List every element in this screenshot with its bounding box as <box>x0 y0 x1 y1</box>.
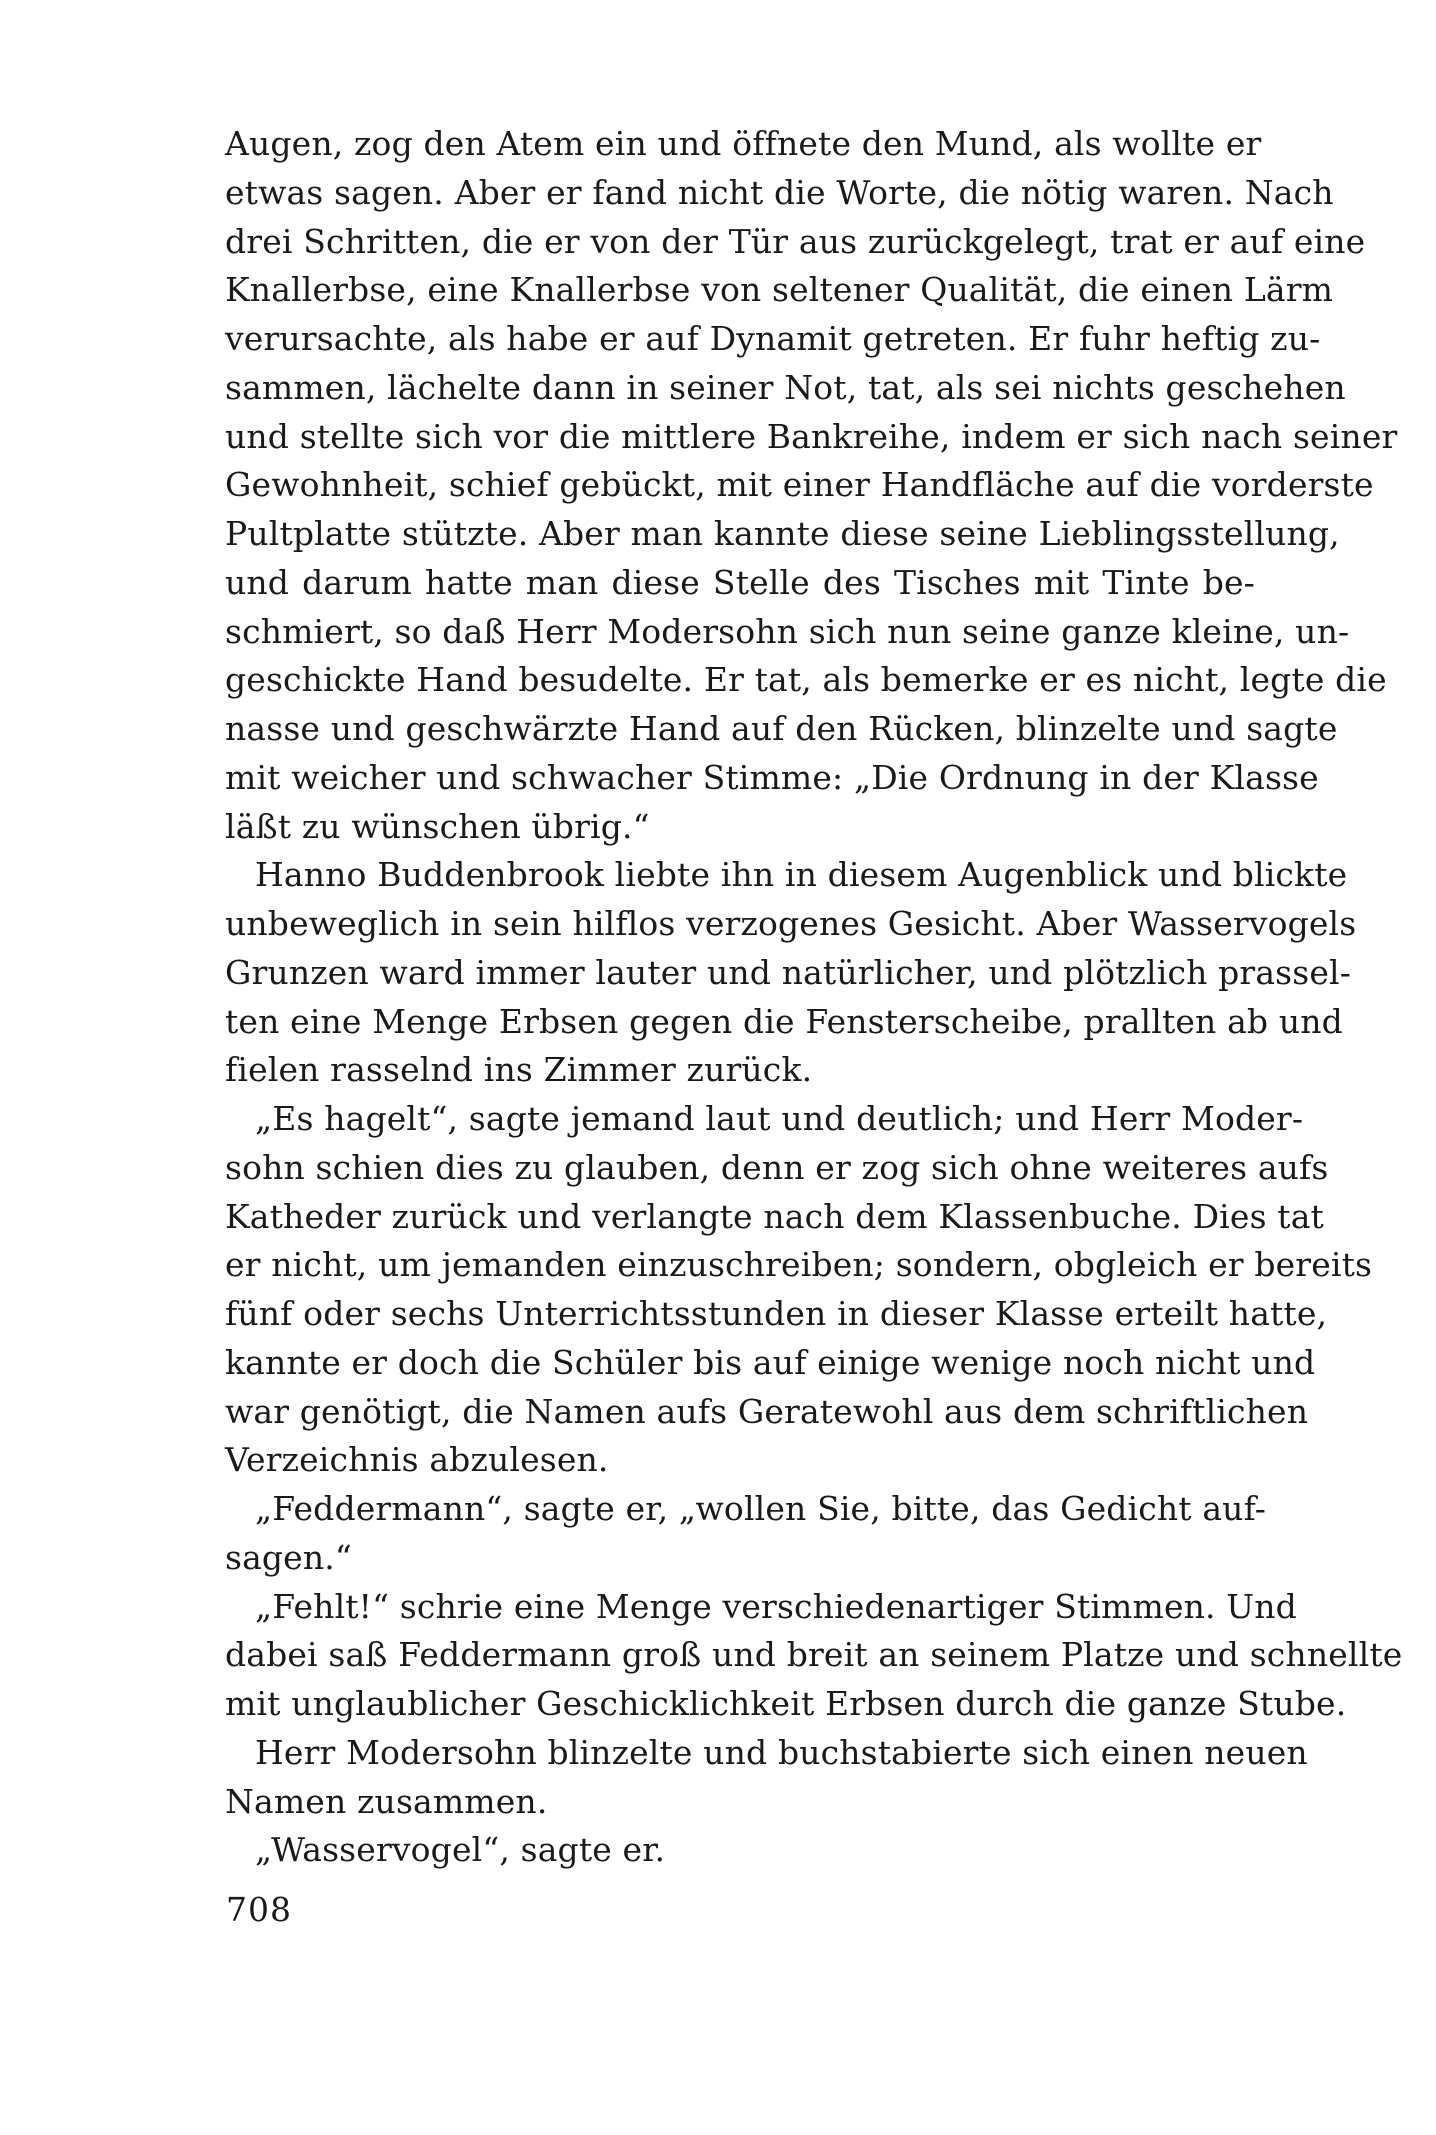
text-line: fielen rasselnd ins Zimmer zurück. <box>225 1050 813 1090</box>
text-line: „Feddermann“, sagte er, „wollen Sie, bitte, das Gedicht auf- <box>255 1489 1267 1528</box>
text-line: läßt zu wünschen übrig.“ <box>225 806 650 846</box>
text-line: fünf oder sechs Unterrichtsstunden in dieser Klasse erteilt hatte, <box>225 1294 1328 1333</box>
text-line: Namen zusammen. <box>225 1781 548 1821</box>
text-line: Verzeichnis abzulesen. <box>225 1440 609 1480</box>
text-line: sammen, lächelte dann in seiner Not, tat, als sei nichts geschehen <box>225 367 1346 407</box>
text-line: ten eine Menge Erbsen gegen die Fensterscheibe, prallten ab und <box>225 1001 1343 1041</box>
text-line: „Wasservogel“, sagte er. <box>255 1830 666 1870</box>
text-line: Augen, zog den Atem ein und öffnete den Mund, als wollte er <box>225 124 1262 163</box>
text-line: nasse und geschwärzte Hand auf den Rücken, blinzelte und sagte <box>225 709 1338 748</box>
text-line: mit weicher und schwacher Stimme: „Die Ordnung in der Klasse <box>225 757 1319 797</box>
text-line: schmiert, so daß Herr Modersohn sich nun seine ganze kleine, un- <box>225 611 1350 651</box>
text-line: Katheder zurück und verlangte nach dem Klassenbuche. Dies tat <box>225 1196 1324 1236</box>
text-line: und stellte sich vor die mittlere Bankreihe, indem er sich nach seiner <box>225 416 1398 456</box>
text-line: kannte er doch die Schüler bis auf einige wenige noch nicht und <box>225 1342 1316 1382</box>
text-line: Herr Modersohn blinzelte und buchstabierte sich einen neuen <box>255 1732 1308 1772</box>
text-line: „Fehlt!“ schrie eine Menge verschiedenartiger Stimmen. Und <box>255 1586 1297 1626</box>
text-line: verursachte, als habe er auf Dynamit getreten. Er fuhr heftig zu- <box>225 319 1321 358</box>
text-line: Hanno Buddenbrook liebte ihn in diesem Augenblick und blickte <box>255 855 1348 895</box>
text-line: mit unglaublicher Geschicklichkeit Erbsen durch die ganze Stube. <box>225 1684 1347 1723</box>
text-line: Gewohnheit, schief gebückt, mit einer Handfläche auf die vorderste <box>225 465 1374 505</box>
text-line: geschickte Hand besudelte. Er tat, als bemerke er es nicht, legte die <box>225 660 1387 700</box>
text-line: er nicht, um jemanden einzuschreiben; sondern, obgleich er bereits <box>225 1245 1373 1285</box>
text-line: Pultplatte stützte. Aber man kannte diese seine Lieblingsstellung, <box>225 514 1340 553</box>
text-line: Grunzen ward immer lauter und natürlicher, und plötzlich prassel- <box>225 952 1351 992</box>
text-line: „Es hagelt“, sagte jemand laut und deutlich; und Herr Moder- <box>255 1099 1304 1138</box>
text-line: drei Schritten, die er von der Tür aus zurückgelegt, trat er auf eine <box>225 221 1366 261</box>
text-line: sohn schien dies zu glauben, denn er zog sich ohne weiteres aufs <box>225 1147 1329 1187</box>
text-line: dabei saß Feddermann groß und breit an seinem Platze und schnellte <box>225 1635 1403 1675</box>
text-line: etwas sagen. Aber er fand nicht die Worte, die nötig waren. Nach <box>225 172 1334 212</box>
page-number: 708 <box>226 1890 292 1929</box>
text-line: sagen.“ <box>225 1537 352 1577</box>
text-line: war genötigt, die Namen aufs Geratewohl aus dem schriftlichen <box>225 1391 1309 1431</box>
text-line: unbeweglich in sein hilflos verzogenes Gesicht. Aber Wasservogels <box>225 904 1357 943</box>
text-line: und darum hatte man diese Stelle des Tisches mit Tinte be- <box>225 562 1255 602</box>
body-text <box>225 120 1403 1875</box>
text-line: Knallerbse, eine Knallerbse von seltener Qualität, die einen Lärm <box>225 270 1334 310</box>
